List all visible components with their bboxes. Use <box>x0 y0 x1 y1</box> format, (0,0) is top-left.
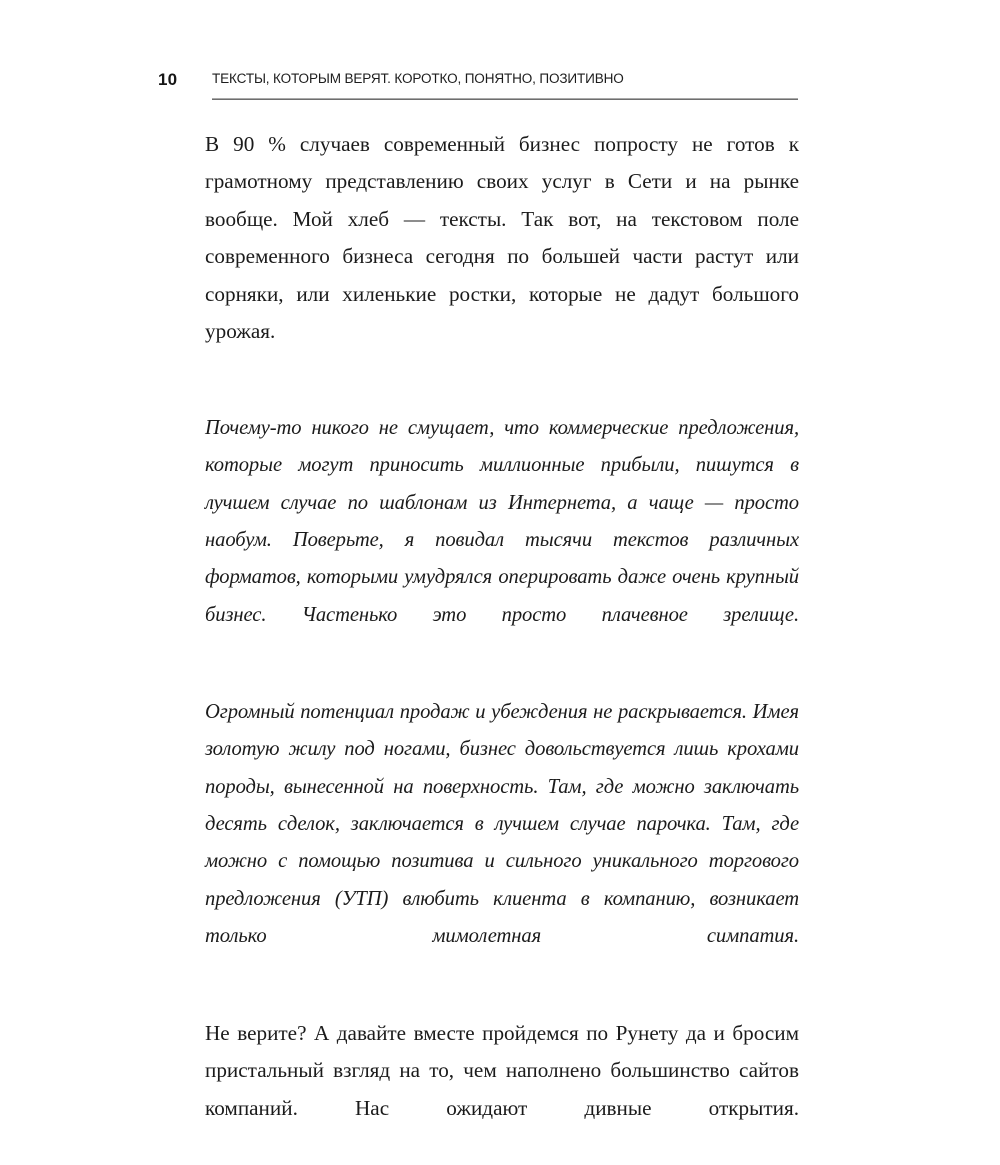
body-text-column <box>205 126 799 1165</box>
running-head-rule <box>212 98 798 100</box>
page-number: 10 <box>158 70 178 89</box>
paragraph: В 90 % случаев современный бизнес попросту не готов к грамотному представлению своих услуг в Сети и на рынке вообще. Мой хлеб — тексты. Так вот, на текстовом поле современного бизнеса сегодня по большей части растут или сорняки, или хиленькие ростки, которые не дадут большого урожая. <box>205 132 799 344</box>
paragraph: Огромный потенциал продаж и убеждения не раскрывается. Имея золотую жилу под ногами, бизнес довольствуется лишь крохами породы, вынесенной на поверхность. Там, где можно заключать десять сделок, заключается в лучшем случае парочка. Там, где можно с помощью позитива и сильного уникального торгового предложения (УТП) влюбить клиента в компанию, возникает только мимолетная симпатия. <box>205 700 799 948</box>
running-head <box>158 70 800 100</box>
paragraph: Почему-то никого не смущает, что коммерческие предложения, которые могут приносить миллионные прибыли, пишутся в лучшем случае по шаблонам из Интернета, а чаще — просто наобум. Поверьте, я повидал тысячи текстов различных форматов, которыми умудрялся оперировать даже очень крупный бизнес. Частенько это просто плачевное зрелище. <box>205 416 799 626</box>
paragraph: Не верите? А давайте вместе пройдемся по Рунету да и бросим пристальный взгляд на то, чем наполнено большинство сайтов компаний. Нас ожидают дивные открытия. <box>205 1020 799 1120</box>
running-head-title: ТЕКСТЫ, КОТОРЫМ ВЕРЯТ. КОРОТКО, ПОНЯТНО, ПОЗИТИВНО <box>212 71 624 87</box>
running-head-block <box>212 70 800 100</box>
